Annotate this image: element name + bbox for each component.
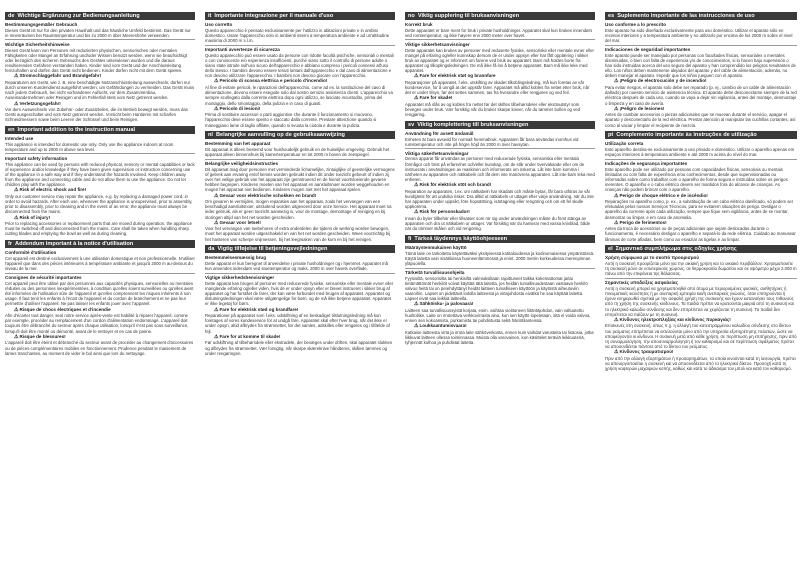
section-title: Suplemento importante de las instrucciones de uso	[617, 13, 755, 19]
block-heading: Tärkeitä turvallisuusohjeita	[405, 270, 465, 276]
block-heading: Indicaciones de seguridad importantes	[605, 47, 691, 53]
warning-heading	[5, 334, 195, 341]
language-section-es	[605, 12, 797, 129]
warning-triangle-icon: ⚠	[414, 73, 419, 80]
content-block	[205, 47, 395, 129]
block-text: Dette apparatet kan brukes av personer med reduserte fysiske, sensoriske eller mentale evner eller mangel på erfaring og/eller kunnskap dersom de er under oppsyn eller har fått opplæring i sikker bruk av apparatet og er informert om farene ved bruk av apparatet. Barn må holdes borte fra apparatet og tilkoplingsledningen. De må ikke få lov å betjene apparatet. Barn må ikke leke med apparatet.	[405, 47, 594, 74]
block-text: Αυτή η συσκευή προορίζεται μόνο για την οικιακή χρήση και το οικιακό περιβάλλον. Χρησιμοποιείτε τη συσκευή μόνο σε εσωτερικούς χώρους, σε θερμοκρασία δωματίου και σε υψόμετρο μέχρι 2.000 m πάνω από την επιφάνεια της θάλασσας.	[605, 260, 797, 277]
block-heading: Uso conforme a lo prescrito	[605, 22, 667, 27]
warning-text: L'appareil doit être éteint et débranché du secteur avant de procéder au changement d'accessoires ou de pièces complémentaires mobiles en fonctionnement. Prudence pendant le maniement de lames tranchantes, au moment de vider le bol ainsi que lors du nettoyage.	[5, 340, 194, 356]
block-text: Questo apparecchio può essere usato da persone con ridotte facoltà psichiche, sensoriali o mentali o con conoscenze e/o esperienza insufficienti, purché siano sotto il controllo di persone adulte o siano state istruite sull'uso sicuro dell'apparecchio e abbiano compreso i pericoli connessi all'uso dello stesso. I bambini devono essere tenuti lontani dall'apparecchio e dal cavo di alimentazione e non devono utilizzare l'apparecchio. I bambini non devono giocare con l'apparecchio.	[205, 52, 394, 79]
warning-text: Antes da troca de acessórios ou de peças adicionais que sejam deslocadas durante o funcionamento, é necessário desligar o aparelho e separá-lo da rede elétrica. Cuidado ao manusear lâminas de corte afiadas, bem como ao esvaziar as tigelas e ao limpar.	[605, 226, 796, 242]
warning-title: Stromschlaggefahr und Brandgefahr!	[19, 73, 102, 79]
warning-title: Risk of electric shock and fire!	[19, 187, 87, 193]
warning-title: Κίνδυνος τραυματισμού!	[619, 349, 674, 355]
block-heading: Viktige sikkerhetsanvisninger	[405, 41, 470, 47]
content-block	[405, 270, 595, 347]
warning-title: Risk för elektrisk stöt och brand!	[419, 182, 492, 188]
block-heading: Intended use	[5, 136, 34, 142]
warning-triangle-icon: ⚠	[214, 333, 219, 340]
warning-heading	[205, 106, 395, 113]
warning-triangle-icon: ⚠	[614, 219, 619, 226]
content-block	[205, 275, 395, 357]
warning-text: Prima di sostituire accessori o parti aggiuntive che durante il funzionamento si muovono, l'apparecchio deve essere spento e staccato dalla corrente. Prestare attenzione quando si maneggiano lame di taglio affilate, quando si svuota la ciotola e durante la pulizia.	[205, 112, 377, 128]
column-4	[605, 12, 797, 375]
warning-heading	[205, 220, 395, 227]
content-block	[205, 255, 395, 273]
content-block	[605, 22, 797, 46]
language-code: da	[208, 246, 215, 253]
block-heading: Användning för avsett ändamål	[405, 130, 474, 136]
warning-triangle-icon: ⚠	[414, 301, 419, 308]
block-heading: Belangrijke veiligheidsinstructies	[205, 161, 279, 167]
block-text: Dit apparaat mag door personen met verminderde lichamelijke, zintuiglijke of geestelijke vermogens of gebrek aan ervaring en/of kennis worden gebruikt indien dit onder toezicht gebeurt of indien zij over het veilige gebruik van het apparaat zijn geïnstrueerd en de hieruit voortvloeiende gevaren hebben begrepen. Kinderen moeten van het apparaat en aansluitsnoer worden weggehouden en mogen het apparaat niet bedienen. Kinderen mogen niet met het apparaat spelen.	[205, 166, 395, 193]
block-text: Este aparato ha sido diseñado exclusivamente para uso doméstico. Utilizar el aparato sólo en recintos interiores y a temperatura ambiente y no utilizarlo por encima de los 2000 m sobre el nivel del mar.	[605, 27, 793, 43]
section-title: Σημαντικό συμπλήρωμα στις οδηγίες χρήσης	[615, 246, 737, 253]
section-header	[405, 12, 595, 20]
warning-heading	[205, 193, 395, 200]
warning-title: ¡Peligro de lesiones!	[619, 105, 665, 111]
section-header	[605, 131, 797, 139]
section-title: Viktig supplering til bruksanvisningen	[417, 13, 520, 19]
language-section-en	[5, 126, 195, 238]
section-title: Addendum important à la notice d'utilisation	[15, 241, 134, 248]
language-code: el	[608, 246, 613, 253]
block-text: Αυτή η συσκευή μπορεί να χρησιμοποιηθεί από άτομα με περιορισμένες φυσικές, αισθητήριες ή πνευματικές ικανότητες ή με ανεπαρκή εμπειρία και/ή ανεπαρκείς γνώσεις, όταν επιτηρούνται ή έχουν ενημερωθεί σχετικά με την ασφαλή χρήση της συσκευής και έχουν κατανοήσει τους πιθανούς από τη χρήση της συσκευής κινδύνους. Τα παιδιά πρέπει να κρατούνται μακριά από τη συσκευή και το ηλεκτρικό καλώδιο σύνδεσης και δεν επιτρέπεται να χειρίζονται τη συσκευή. Τα παιδιά δεν επιτρέπεται να παίζουν με τη συσκευή.	[605, 285, 794, 317]
warning-heading	[605, 106, 797, 113]
section-header	[5, 240, 195, 248]
content-block	[5, 42, 195, 124]
content-block	[405, 42, 595, 119]
block-text: Dette apparatet er bare ment for bruk i private husholdninger. Apparatet skal kun brukes innendørs ved romtemperatur, og ikke høyere enn 2000 meter over havet.	[405, 27, 593, 38]
column-2	[205, 12, 395, 359]
block-heading: Uso corretto	[205, 22, 233, 27]
warning-title: Risk för personskador!	[419, 209, 470, 215]
content-block	[5, 136, 195, 154]
warning-title: Fare for at komme til skade!	[219, 333, 281, 339]
content-block	[5, 156, 195, 238]
warning-heading	[605, 78, 797, 85]
warning-heading	[605, 317, 797, 324]
warning-text: Reparações no aparelho como, p. ex., a substituição de um cabo elétrico danificado, só podem ser efetuadas pelos nossos Serviços Técnicos, para se evitarem situações de perigo. Desligar o aparelho da corrente após cada utilização, sempre que fique sem vigilância, antes de se montar, desmontar ou limpar, e em caso de anomalia.	[605, 199, 794, 220]
warning-triangle-icon: ⚠	[214, 105, 219, 112]
language-section-fr	[5, 240, 195, 357]
warning-text: Prior to replacing accessories or replacement parts that are moved during operation, the appliance must be switched off and disconnected from the mains. Care shall be taken when handling sharp cutting blades and emptying the bowl as well as during cleaning.	[5, 221, 193, 237]
block-text: Questo apparecchio è pensato esclusivamente per l'utilizzo in abitazioni private e in ambito domestico. Usare l'apparecchio solo in ambienti interni a temperatura ambiente e ad un'altitudine massima di 2000 m s.l.m.	[205, 27, 390, 43]
warning-heading	[5, 307, 195, 314]
warning-heading	[5, 187, 195, 194]
warning-text: Voor het vervangen van toebehoren of extra onderdelen die tijdens de werking worden bewogen, moet het apparaat worden uitgeschakeld en van het net worden gescheiden. Wees voorzichtig bij het hanteren van scherpe snijmessen, bij het leegmaken van de kom en bij het reinigen.	[205, 226, 391, 242]
warning-triangle-icon: ⚠	[14, 306, 19, 313]
section-title: Vigtig tilføjelse til betjeningsvejledningen	[217, 246, 328, 253]
warning-text: Afin d'écarter tout danger, seul notre service après-vente est habilité à réparer l'appareil, comme par exemple, procéder au remplacement d'un cordon d'alimentation endommagé. L'appareil doit toujours être débranché du secteur après chaque utilisation, lorsqu'il n'est pas sous surveillance, lorsqu'il doit être monté ou démonté, avant de le nettoyer et en cas de panne.	[5, 313, 189, 334]
block-heading: Wichtige Sicherheitshinweise	[5, 41, 70, 47]
section-header	[5, 126, 195, 134]
section-title: Importante integrazione per il manuale d'uso	[214, 13, 334, 19]
warning-heading	[605, 193, 797, 200]
section-title: Important addition to the instruction manual	[17, 127, 135, 134]
block-text: Este aparelho pode ser utilizado por pessoas com capacidades físicas, sensoriais ou mentais limitadas ou com falta de experiência e/ou conhecimentos, desde que supervisionadas ou informadas sobre como trabalhar com o aparelho de forma segura e instruídas sobre os perigos inerentes. O aparelho e o cabo elétrico devem ser mantidos fora do alcance de crianças. As crianças não podem brincar com o aparelho.	[605, 166, 788, 193]
warning-heading	[405, 209, 595, 216]
warning-title: Gevaar voor elektrische schokken en brand!	[219, 192, 317, 198]
warning-triangle-icon: ⚠	[614, 316, 619, 323]
content-block	[605, 161, 797, 243]
block-text: Dette apparat kan bruges af personer med reducerede fysiske, sensoriske eller mentale evner eller manglende erfaring og/eller viden, hvis de er under opsyn eller er blevet instrueret i sikker brug af apparatet og har forstået de farer, der kan være forbundet med brugen af apparatet. Apparatet og tilslutningsledningen skal være utilgængelige for børn, og de må ikke betjene apparatet. Apparatet er ikke legetøj for børn.	[205, 280, 394, 307]
block-heading: Vigtige sikkerhedshenvisninger	[205, 275, 275, 281]
language-code: pt	[608, 132, 614, 139]
content-block	[405, 131, 595, 149]
warning-title: Perigo de ferimentos!	[619, 219, 667, 225]
block-text: Enheten är bara avsedd för normalt hemmabruk. Apparaten får bara användas inomhus vid rumstemperatur och inte på högre höjd än 2000 m över havsytan.	[405, 136, 579, 147]
warning-triangle-icon: ⚠	[414, 323, 419, 330]
warning-heading	[405, 301, 595, 308]
block-heading: Bestemming van het apparaat	[205, 141, 271, 147]
language-code: it	[208, 13, 212, 19]
block-heading: Indicações de segurança importantes	[605, 161, 688, 167]
warning-text: Επισκευές στη συσκευή, όπως π.χ. η αλλαγή του κατεστραμμένου καλωδίου σύνδεσης στο δίκτυο του ρεύματος επιτρέπεται να εκτελούνται μόνο από την υπηρεσία εξυπηρέτησης πελατών, ώστε να αποφεύγονται οι κίνδυνοι. Η συσκευή μετά από κάθε χρήση, σε περίπτωση μη επιτήρησης, πριν από τη συναρμολόγηση, την αποσυναρμολόγηση ή τον καθαρισμό και σε περίπτωση σφάλματος πρέπει να αποσυνδέεται πάντοτε από το δίκτυο του ρεύματος.	[605, 323, 797, 350]
language-section-da	[205, 245, 395, 357]
block-text: This appliance is intended for domestic use only. Only use the appliance indoors at room temperature and up to 2000 m above sea level.	[5, 141, 174, 152]
warning-text: Vor dem Auswechseln von Zubehör- oder Zusatzteilen, die im Betrieb bewegt werden, muss das Gerät ausgeschaltet und vom Netz getrennt werden. Vorsicht beim Hantieren mit scharfen Schneidmessern sowie beim Leeren der Schüssel und beim Reinigen.	[5, 107, 188, 123]
language-code: de	[8, 13, 15, 19]
block-text: Denna apparat får användas av personer med reducerade fysiska, sensoriska eller mentala förmågor och brist på erfarenhet och/eller kunskap, om de står under övervakande eller om de instruerats i användningen av maskinen och informerats om riskerna. Låt inte barn komma i närheten av apparaten och nätkabeln och låt dem inte manövrera apparaten. Låt inte barn leka med enheten.	[405, 156, 595, 183]
content-block	[405, 22, 595, 40]
block-text: Tämä laite on tarkoitettu käytettäväksi yksityisessä kotitaloudessa ja kodinomaisessa ympäristössä. Käytä laitetta vain sisätiloissa huoneenlämmössä ja enint. 2000 metrin korkeudessa merenpinnan yläpuolella.	[405, 250, 595, 266]
language-section-no	[405, 12, 595, 119]
warning-triangle-icon: ⚠	[414, 182, 419, 189]
block-heading: Utilização correta	[605, 141, 644, 147]
warning-triangle-icon: ⚠	[14, 187, 19, 194]
block-heading: Σημαντικές υποδείξεις ασφαλείας	[605, 280, 678, 286]
warning-triangle-icon: ⚠	[214, 192, 219, 199]
block-heading: Bestemmelsesmæssig brug	[205, 255, 267, 261]
warning-heading	[605, 349, 797, 356]
warning-heading	[5, 73, 195, 80]
column-3	[405, 12, 595, 349]
warning-text: Katkaise laitteesta virta ja irrota laite sähköverkosta, ennen kuin vaihdat varusteita tai lisäosia, jotka liikkuvat laitteen ollessa toiminnassa. Muista olla varovainen, kun käsittelet teräviä leikkuuteriä, tyhjennät kulhoa ja puhdistat laitetta.	[405, 330, 594, 346]
warning-heading	[405, 95, 595, 102]
warning-text: Om gevaren te vermijden, mogen reparaties aan het apparaat, zoals het vervangen van een beschadigd aansluitsnoer, uitsluitend worden uitgevoerd door onze Service. Het apparaat moet na ieder gebruik, als er geen toezicht aanwezig is, voor de montage, demontage of reiniging en bij storingen altijd van het net worden gescheiden.	[205, 199, 392, 220]
content-block	[605, 280, 797, 372]
warning-heading	[5, 101, 195, 108]
language-code: es	[608, 13, 615, 19]
warning-heading	[205, 307, 395, 314]
warning-triangle-icon: ⚠	[14, 333, 19, 340]
warning-text: Reparasjoner på apparatet, f.eks. utskifting av skadet tilkoblingsledning, må kun foretas av vår kundeservice, for å unngå at det oppstår farer. Apparatet må alltid kobles fra nettet etter bruk, når det er under tilsyn, før det settes sammen, tas fra hverandre eller rengjøres og ved feil.	[405, 79, 590, 96]
block-text: Cet appareil est destiné exclusivement à une utilisation domestique et non professionnelle. N'utiliser l'appareil que dans des pièces intérieures à température ambiante et jusqu'à 2000 m au-dessus du niveau de la mer.	[5, 255, 195, 272]
warning-heading	[205, 78, 395, 85]
warning-title: Risque de blessures!	[19, 333, 66, 339]
language-code: no	[408, 13, 415, 19]
language-code: nl	[208, 132, 213, 139]
warning-title: Pericolo di scossa elettrica e pericolo d'incendio!	[219, 78, 328, 84]
section-header	[605, 12, 797, 20]
content-block	[605, 255, 797, 279]
section-header	[205, 131, 395, 139]
warning-heading	[605, 220, 797, 227]
warning-text: Laitteen saa turvallisuussyistä korjata, esim. vaihtaa vioittuneen liitäntäjohdon, vain valtuutettu huoltoliike. Laite on irrotettava verkkovirrasta aina, kun sen käyttö lopetetaan, sitä ei voida valvoa, ennen sen kokoamista, purkamista tai puhdistusta sekä häiriötilanteissa.	[405, 308, 591, 324]
block-text: Este aparato puede ser manejado por personas con facultades físicas, sensoriales o mentales disminuidas, o bien con falta de experiencia y/o de conocimientos, si lo hacen bajo supervisión o han sido instruidas acerca del uso seguro del aparato y han comprendido los peligros resultantes de ello. Los niños deben mantenerse alejados del aparato y del cable de alimentación, además, no deben manejar el aparato. Impedir que los niños jueguen con el aparato.	[605, 52, 796, 79]
warning-text: Reparation av apparaten, t.ex. om nätkabeln har skadats och måste bytas, får bara utföras av vår kundtjänst för att undvika risker. Dra alltid ut nätkabeln ur uttaget efter varje användning, när du inte har apparaten under uppsikt, före hopsättning, isärtagning eller rengöring och om ett fel skulle uppkomma.	[405, 188, 594, 210]
language-code: sv	[408, 121, 415, 128]
warning-title: Fare for skade!	[419, 95, 453, 101]
warning-text: Only our customer service may repair the appliance, e.g. by replacing a damaged power cord, in order to avoid hazards. After each use, whenever the appliance is unsupervised, prior to assembly, prior to disassembly, prior to cleaning and in the event of an error, the appliance must always be disconnected from the mains.	[5, 193, 193, 215]
warning-title: Fare for elektrisk stød og brandfare!	[219, 306, 299, 312]
warning-triangle-icon: ⚠	[14, 214, 19, 221]
warning-title: Gevaar voor letsel!	[219, 219, 261, 225]
warning-heading	[405, 182, 595, 189]
section-header	[205, 12, 395, 20]
content-block	[405, 245, 595, 269]
warning-text: Før udskiftning af tilbehørsdele eller ekstradele, der bevæges under driften, skal apparatet slukkes og afbrydes fra strømnettet. Vær forsigtig, når skarpe skæreknive håndteres, skålen tømmes og under rengøringen.	[205, 340, 393, 356]
warning-triangle-icon: ⚠	[214, 219, 219, 226]
warning-triangle-icon: ⚠	[214, 78, 219, 85]
section-title: Complemento importante às instruções de utilização	[616, 132, 757, 139]
block-text: Este aparelho destina-se exclusivamente a uso privado e doméstico. Utilizar o aparelho apenas em espaços interiores à temperatura ambiente e até 2000 m acima do nível do mar.	[605, 146, 795, 157]
block-heading: Importanti avvertenze di sicurezza	[205, 47, 280, 53]
warning-heading	[405, 323, 595, 330]
content-block	[205, 22, 395, 46]
warning-text: Reparationer på apparatet som f.eks. udskiftning af en beskadiget tilslutningsledning må kun foretages af vores kundeservice for at undgå fare. Apparatet skal efter hver brug, når det ikke er under opsyn, altid afbrydes fra strømnettet, før det samles, adskilles eller rengøres og i tilfælde af fejl.	[205, 313, 390, 334]
warning-title: ¡Peligro de electrocución y de incendio!	[619, 78, 707, 84]
warning-title: Risk of injury!	[19, 214, 51, 220]
warning-title: Sähköisku- ja palovaara!	[419, 301, 474, 307]
language-section-it	[205, 12, 395, 129]
content-block	[5, 22, 195, 40]
block-text: Cet appareil peut être utilisé par des personnes aux capacités physiques, sensorielles ou mentales réduites ou des personnes inexpérimentées, à condition qu'elles soient surveillées ou qu'elles aient été informées de l'utilisation sûre de l'appareil et qu'elles comprennent les risques inhérents à son usage. Il faut tenir les enfants à l'écart de l'appareil et du cordon de branchement et ne pas leur permettre d'utiliser l'appareil. Ne pas laisser les enfants jouer avec l'appareil.	[5, 280, 194, 307]
language-section-fi	[405, 235, 595, 347]
warning-title: Loukkaantumisvaara!	[419, 323, 467, 329]
language-section-el	[605, 245, 797, 373]
warning-text: Reparaturen am Gerät, wie z. B. eine beschädigte Netzanschlussleitung auswechseln, dürfen nur durch unseren Kundendienst ausgeführt werden, um Gefährdungen zu vermeiden. Das Gerät muss nach jedem Gebrauch, bei nicht vorhandener Aufsicht, vor dem Zusammenbau, Auseinandernehmen oder Reinigen und im Fehlerfall stets vom Netz getrennt werden.	[5, 79, 195, 101]
warning-triangle-icon: ⚠	[614, 192, 619, 199]
warning-triangle-icon: ⚠	[14, 73, 19, 80]
section-title: Wichtige Ergänzung zur Bedienungsanleitung	[17, 13, 140, 19]
language-code: fi	[408, 235, 412, 242]
content-block	[5, 275, 195, 357]
block-heading: Korrekt bruk	[405, 22, 433, 27]
content-block	[405, 151, 595, 233]
warning-heading	[5, 215, 195, 222]
content-block	[205, 161, 395, 243]
warning-triangle-icon: ⚠	[614, 78, 619, 85]
warning-text: Al fine di evitare pericoli, le riparazioni dell'apparecchio, come ad es. la sostituzione del cavo di alimentazione, devono essere eseguite solo dal nostro servizio assistenza clienti. L'apparecchio va sempre scollegato dalla corrente elettrica dopo ogni utilizzo, se lasciato incustodito, prima del montaggio, dello smontaggio, della pulizia e in caso di guasti.	[205, 85, 393, 106]
section-title: Tärkeä täydennys käyttöohjeeseen	[414, 235, 508, 242]
warning-title: Pericolo di lesioni!	[219, 105, 261, 111]
block-text: Dette apparat er kun beregnet til anvendelse i private husholdninger og i hjemmet. Apparatet må kun anvendes indendørs ved stuetemperatur og maks. 2000 m over havets overflade.	[205, 260, 388, 272]
language-code: en	[8, 127, 15, 134]
warning-triangle-icon: ⚠	[614, 349, 619, 356]
warning-title: Fare for elektrisk støt og brannfare	[419, 73, 496, 79]
section-header	[205, 245, 395, 253]
warning-triangle-icon: ⚠	[414, 209, 419, 216]
warning-text: Πριν από την αλλαγή εξαρτημάτων ή προσαρτημάτων, τα οποία κινούνται κατά τη λειτουργία, πρέπει να απενεργοποιείται η συσκευή και να αποσυνδέεται από το ηλεκτρικό δίκτυο. Προσοχή κατά τη χρήση κοφτερών μαχαιριών κοπής, καθώς και κατά το άδειασμα του μπολ και κατά τον καθαρισμό.	[605, 355, 796, 372]
block-heading: Conformité d'utilisation	[5, 250, 57, 256]
content-block	[605, 47, 797, 129]
warning-text: Innan du byter tillbehör eller tillsatser som rör sig under användningen måste du först stänga av apparaten och dra ut nätkabeln ur uttaget. Var försiktig när du hanterar med vassa knivblad, både när du tömmer skålen och vid rengöring.	[405, 216, 591, 232]
language-code: fr	[8, 241, 13, 248]
block-heading: Χρήση σύμφωνα με το σκοπό προορισμού	[605, 255, 700, 261]
warning-triangle-icon: ⚠	[214, 306, 219, 313]
block-heading: Bestimmungsgemäßer Gebrauch	[5, 22, 78, 27]
block-text: Dieses Gerät kann von Personen mit reduzierten physischen, sensorischen oder mentalen Fähigkeiten oder Mangel an Erfahrung und/oder Wissen benutzt werden, wenn sie beaufsichtigt oder bezüglich des sicheren Gebrauchs des Gerätes unterwiesen wurden und die daraus resultierenden Gefahren verstanden haben. Kinder sind vom Gerät und der Anschlussleitung fernzuhalten und dürfen das Gerät nicht bedienen. Kinder dürfen nicht mit dem Gerät spielen.	[5, 47, 188, 74]
language-section-pt	[605, 131, 797, 243]
block-heading: Important safety information	[5, 155, 68, 161]
block-text: This appliance can be used by persons with reduced physical, sensory or mental capabilities or lack of experience and/or knowledge if they have been given supervision or instruction concerning use of the appliance in a safe way and if they understand the hazards involved. Keep children away from the appliance and connecting cable and do not allow them to use the appliance. Do not let children play with the appliance.	[5, 161, 195, 188]
content-block	[5, 250, 195, 274]
block-heading: Määräystenmukainen käyttö	[405, 244, 467, 250]
warning-triangle-icon: ⚠	[614, 105, 619, 112]
language-section-nl	[205, 131, 395, 243]
warning-text: Apparatet må slås av og kobles fra nettet før det skiftes tilbehørsdeler eller ekstrautstyr som beveges under bruk. Vær forsiktig når du bruker skarpe kniver, når du tømmer bollen og ved rengjøring.	[405, 101, 581, 118]
warning-triangle-icon: ⚠	[414, 95, 419, 102]
language-section-sv	[405, 121, 595, 233]
section-header	[405, 121, 595, 129]
section-header	[405, 235, 595, 243]
warning-heading	[405, 73, 595, 80]
block-text: Dit apparaat is alleen bestemd voor huishoudelijk gebruik en de huiselijke omgeving. Gebruik het apparaat alleen binnenshuis bij kamertemperatuur en tot 2000 m boven de zeespiegel.	[205, 146, 390, 157]
content-block	[605, 141, 797, 159]
block-text: Fyysisiltä, sensorisilta tai henkisiltä valmiuksiltaan rajoittuneet taikka kokemattomat ja/tai tietämättömät henkilöt voivat käyttää tätä laitetta, jos heidän turvallisuudestaan vastaava henkilö valvoo heitä tai on perehdyttänyt heidät laitteen turvalliseen käyttöön ja käytöstä aiheutuviin vaaroihin. Lapset on pidettävä loitolla laitteesta ja virtajohdosta eivätkä he saa käyttää laitetta. Lapset eivät saa leikkiä laitteella.	[405, 275, 588, 302]
block-heading: Viktiga säkerhetsanvisningar	[405, 150, 469, 156]
warning-title: Verletzungsgefahr!	[19, 100, 61, 106]
block-text: Dieses Gerät ist nur für den privaten Haushalt und das häusliche Umfeld bestimmt. Das Gerät nur in Innenräumen bei Raumtemperatur und bis zu 2000 m über Meereshöhe verwenden.	[5, 27, 191, 38]
warning-title: Perigo de choque elétrico e de incêndio!	[619, 192, 708, 198]
language-section-de	[5, 12, 195, 124]
content-block	[205, 141, 395, 159]
section-title: Belangrijke aanvulling op de gebruiksaanwijzing	[215, 132, 345, 139]
warning-title: Risque de chocs électriques et d'incendie	[19, 306, 111, 312]
section-header	[5, 12, 195, 20]
warning-text: Para evitar riesgos, el aparato solo debe ser reparado (p. ej., cambio de un cable de alimentación dañado) por nuestro servicio de asistencia técnica. El aparato debe desconectarse siempre de la red eléctrica después de cada uso, cuando se vaya a dejar sin vigilancia, antes del montaje, desmontaje o limpieza y en caso de avería.	[605, 85, 797, 106]
column-1	[5, 12, 195, 359]
warning-title: Κίνδυνος ηλεκτροπληξίας και κίνδυνος πυρκαγιάς!	[619, 316, 731, 322]
warning-text: Antes de cambiar accesorios o piezas adicionales que se muevan durante el servicio, apagar el aparato y desconectarlo de la red eléctrica. Prestar atención al manipular las cuchillas cortantes, así como al vaciar y limpiar el recipiente de mezcla.	[605, 112, 796, 128]
section-header	[605, 245, 797, 253]
block-heading: Consignes de sécurité importantes	[5, 275, 82, 281]
section-title: Viktig komplettering till bruksanvisningen	[417, 121, 529, 128]
warning-triangle-icon: ⚠	[14, 100, 19, 107]
warning-heading	[205, 334, 395, 341]
